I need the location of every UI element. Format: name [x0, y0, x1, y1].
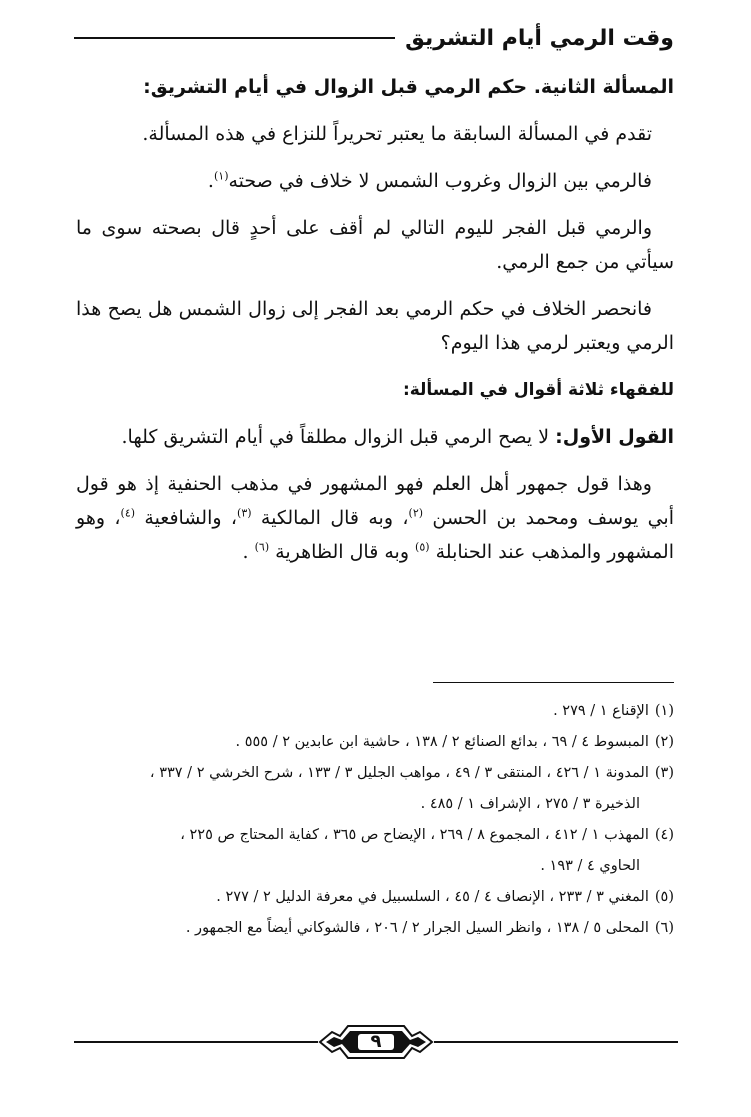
paragraph-2	[76, 164, 674, 198]
footer-rule-left	[74, 1041, 318, 1043]
paragraph-6-c: ، والشافعية	[135, 507, 238, 529]
section-heading: المسألة الثانية. حكم الرمي قبل الزوال في أيام التشريق:	[143, 76, 674, 98]
paragraph-6-b: ، وبه قال المالكية	[251, 507, 409, 529]
paragraph-6-e: وبه قال الظاهرية	[269, 541, 416, 563]
footnote-5	[76, 882, 674, 913]
first-opinion-text: لا يصح الرمي قبل الزوال مطلقاً في أيام التشريق كلها.	[121, 426, 556, 448]
footnote-number: (٥)	[654, 889, 674, 905]
paragraph-2-end: .	[207, 170, 214, 192]
footnote-ref-1[interactable]: (١)	[213, 169, 229, 183]
footnote-number: (٤)	[654, 827, 674, 843]
paragraph-6-a: وهذا قول جمهور أهل العلم فهو المشهور في مذهب الحنفية إذ هو قول أبي يوسف ومحمد بن الحسن	[76, 473, 674, 529]
footnote-text: المدونة ١ / ٤٢٦ ، المنتقى ٣ / ٤٩ ، مواهب الجليل ٣ / ١٣٣ ، شرح الخرشي ٢ / ٣٣٧ ،	[149, 765, 649, 781]
footnote-text: المبسوط ٤ / ٦٩ ، بدائع الصنائع ٢ / ١٣٨ ، حاشية ابن عابدين ٢ / ٥٥٥ .	[235, 734, 649, 750]
page-number-ornament	[318, 1018, 434, 1066]
footnote-ref-2[interactable]: (٢)	[408, 506, 424, 520]
footnotes	[76, 696, 674, 944]
footnote-4	[76, 820, 674, 882]
first-opinion-label: القول الأول:	[555, 426, 674, 448]
footnote-6	[76, 913, 674, 944]
paragraph-1: تقدم في المسألة السابقة ما يعتبر تحريراً للنزاع في هذه المسألة.	[142, 123, 652, 145]
sub-heading: للفقهاء ثلاثة أقوال في المسألة:	[402, 380, 674, 400]
paragraph-4: فانحصر الخلاف في حكم الرمي بعد الفجر إلى زوال الشمس هل يصح هذا الرمي ويعتبر لرمي هذا اليوم؟	[76, 298, 674, 354]
footnote-ref-6[interactable]: (٦)	[254, 540, 270, 554]
footnote-number: (٦)	[654, 920, 674, 936]
footnote-number: (١)	[654, 703, 674, 719]
paragraph-3: والرمي قبل الفجر لليوم التالي لم أقف على أحدٍ قال بصحته سوى ما سيأتي من جمع الرمي.	[76, 217, 674, 273]
paragraph-6-f: .	[242, 541, 255, 563]
running-header-title: وقت الرمي أيام التشريق	[405, 25, 674, 51]
footer-rule-right	[434, 1041, 678, 1043]
footnote-text-continued: الحاوي ٤ / ١٩٣ .	[540, 858, 640, 874]
main-text	[76, 70, 674, 582]
paragraph-2-text: فالرمي بين الزوال وغروب الشمس لا خلاف في صحته	[228, 170, 652, 192]
footnote-text: الإقناع ١ / ٢٧٩ .	[553, 703, 649, 719]
footnote-number: (٣)	[654, 765, 674, 781]
page-footer	[74, 1016, 678, 1068]
header-rule	[74, 37, 395, 39]
footnote-separator	[433, 682, 674, 683]
footnote-3	[76, 758, 674, 820]
footnote-text-continued: الذخيرة ٣ / ٢٧٥ ، الإشراف ١ / ٤٨٥ .	[420, 796, 640, 812]
footnote-1	[76, 696, 674, 727]
footnote-2	[76, 727, 674, 758]
paragraph-6-d: ، وهو المشهور والمذهب عند الحنابلة	[76, 507, 674, 563]
footnote-text: المحلى ٥ / ١٣٨ ، وانظر السيل الجرار ٢ / ٢٠٦ ، فالشوكاني أيضاً مع الجمهور .	[185, 920, 649, 936]
footnote-ref-3[interactable]: (٣)	[237, 506, 252, 520]
footnote-ref-5[interactable]: (٥)	[415, 540, 430, 554]
paragraph-5	[76, 420, 674, 454]
footnote-ref-4[interactable]: (٤)	[120, 506, 136, 520]
footnote-text: المهذب ١ / ٤١٢ ، المجموع ٨ / ٢٦٩ ، الإيضاح ص ٣٦٥ ، كفاية المحتاج ص ٢٢٥ ،	[180, 827, 649, 843]
footnote-number: (٢)	[654, 734, 674, 750]
footnote-text: المغني ٣ / ٢٣٣ ، الإنصاف ٤ / ٤٥ ، السلسبيل في معرفة الدليل ٢ / ٢٧٧ .	[216, 889, 649, 905]
paragraph-6	[76, 467, 674, 569]
running-header	[74, 14, 674, 62]
page-number: ٩	[370, 1031, 382, 1052]
